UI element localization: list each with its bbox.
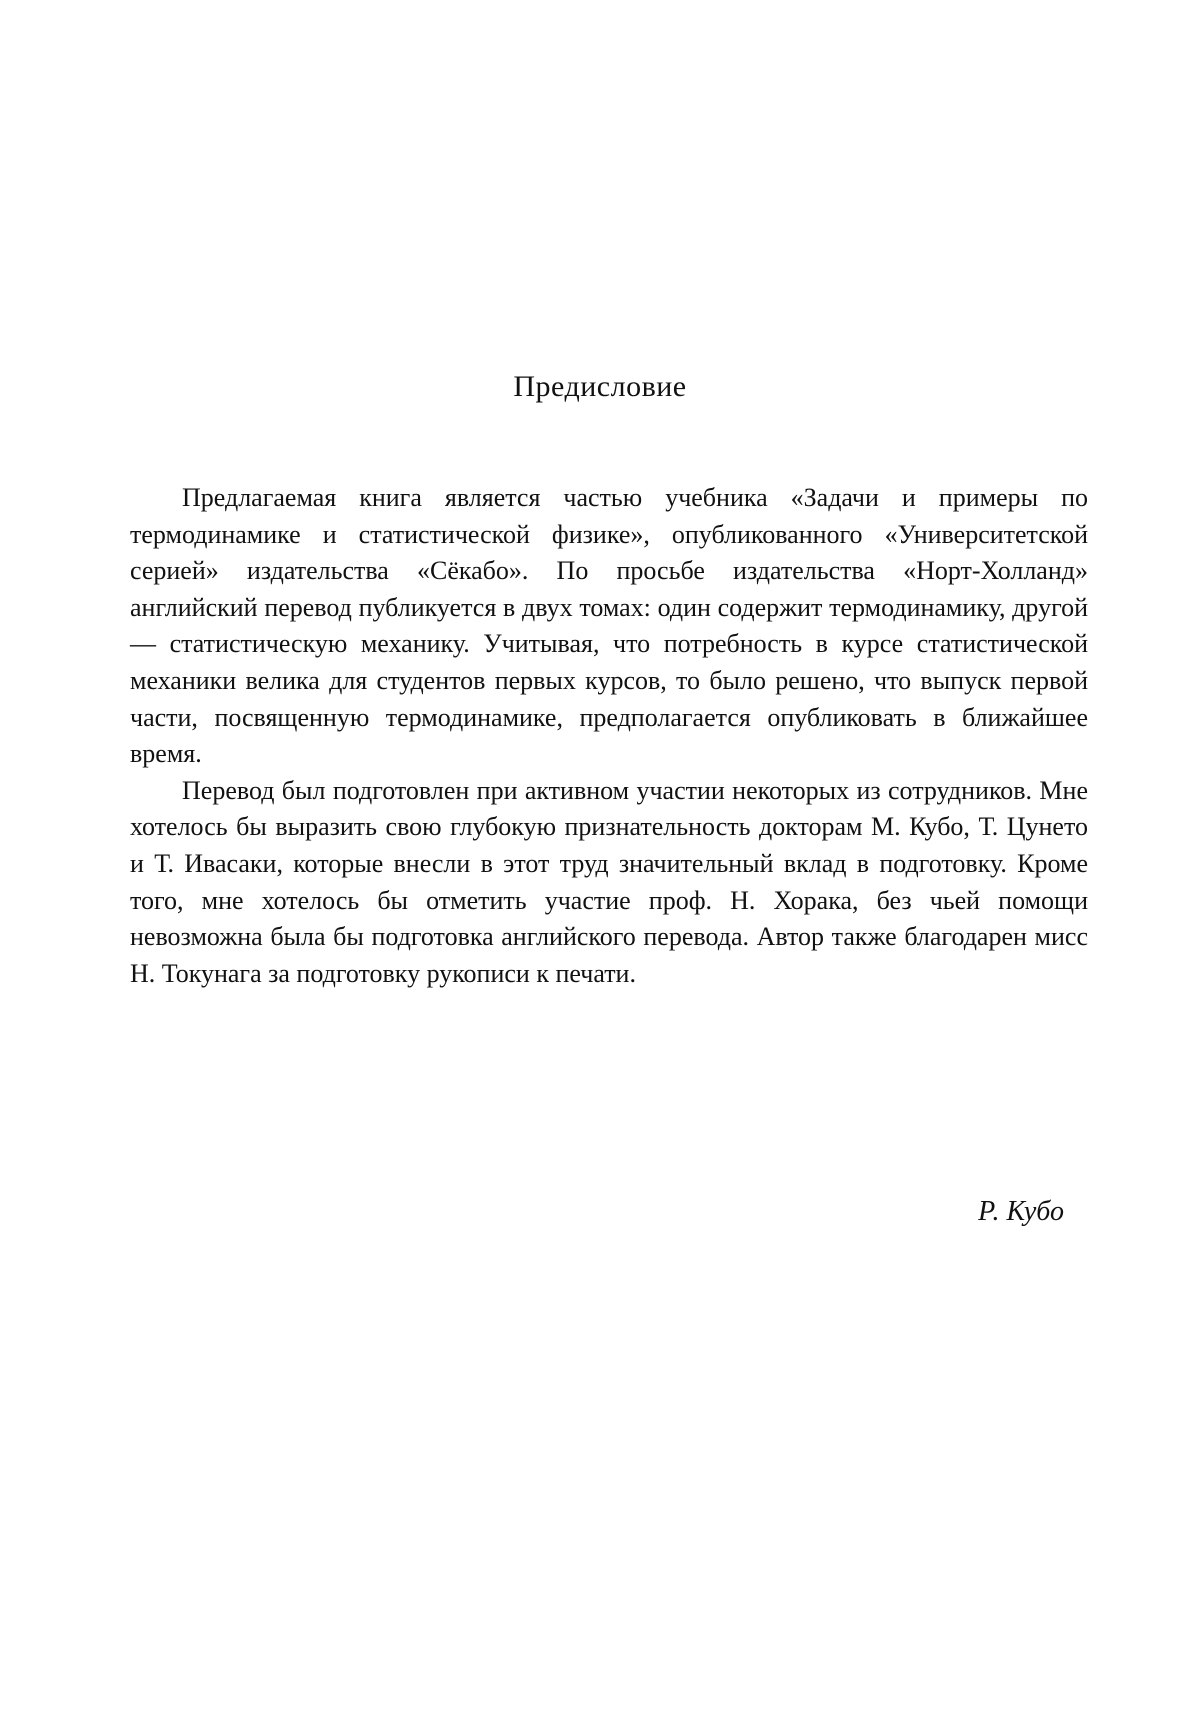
paragraph: Перевод был подготовлен при активном участии некоторых из сотрудников. Мне хотелось бы выразить свою глубокую признательность докторам М. Кубо, Т. Цунето и Т. Ивасаки, которые внесли в этот труд значительный вклад в подготовку. Кроме того, мне хотелось бы отметить участие проф. Н. Хорака, без чьей помощи невозможна была бы подготовка английского перевода. Автор также благодарен мисс Н. Токунага за подготовку рукописи к печати. — [130, 775, 1088, 988]
author-signature: Р. Кубо — [978, 1196, 1064, 1227]
page-title: Предисловие — [513, 370, 687, 403]
paragraph: Предлагаемая книга является частью учебника «Задачи и примеры по термодинамике и статистической физике», опубликованного «Университетской серией» издательства «Сёкабо». По просьбе издательства «Норт-Холланд» английский перевод публикуется в двух томах: один содержит термодинамику, другой — статистическую механику. Учитывая, что потребность в курсе статистической механики велика для студентов первых курсов, то было решено, что выпуск первой части, посвященную термодинамике, предполагается опубликовать в ближайшее время. — [130, 483, 1088, 769]
body-text — [130, 480, 1088, 992]
